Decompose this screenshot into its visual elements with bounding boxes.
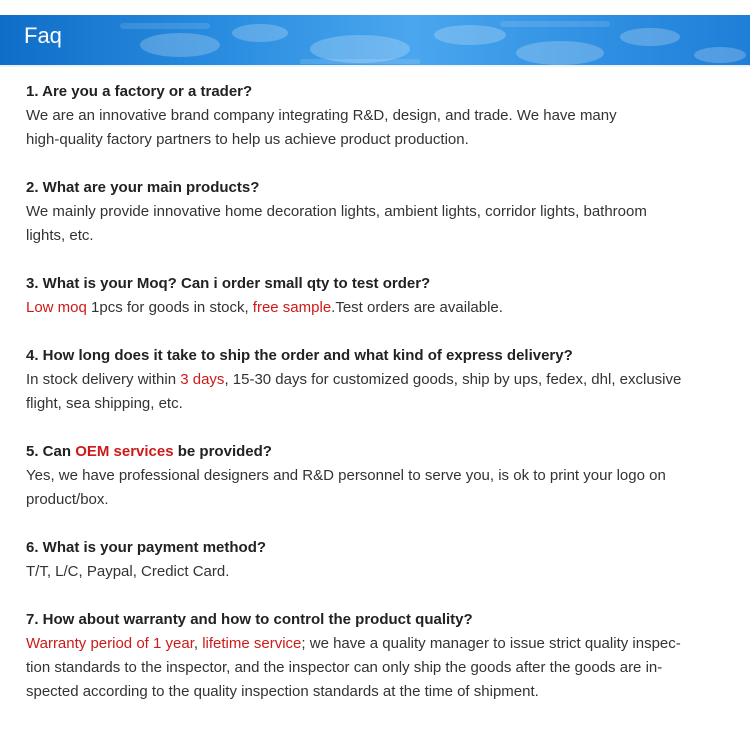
faq-question-5: [26, 440, 738, 464]
faq-answer-2-line-2: lights, etc.: [26, 227, 94, 244]
faq-item-6: [26, 536, 738, 584]
question-text: be provided?: [173, 443, 272, 460]
faq-item-2: [26, 176, 738, 248]
header-divider: [0, 65, 750, 67]
faq-question-4: 4. How long does it take to ship the order and what kind of express delivery?: [26, 347, 573, 364]
faq-answer-3: [26, 296, 738, 320]
faq-question-1: 1. Are you a factory or a trader?: [26, 83, 253, 100]
faq-answer-4-line-2: flight, sea shipping, etc.: [26, 395, 183, 412]
faq-answer-2-line-1: We mainly provide innovative home decoration lights, ambient lights, corridor lights, bathroom: [26, 203, 647, 220]
faq-answer-7-line-1: [26, 632, 738, 656]
faq-answer-5-line-1: Yes, we have professional designers and R&D personnel to serve you, is ok to print your logo on: [26, 467, 666, 484]
faq-question-2: 2. What are your main products?: [26, 179, 260, 196]
faq-answer-4-line-1: [26, 368, 738, 392]
faq-list: [26, 80, 738, 728]
faq-item-5: [26, 440, 738, 512]
faq-answer-7-line-3: spected according to the quality inspection standards at the time of shipment.: [26, 683, 539, 700]
world-map-decoration: [0, 15, 750, 67]
faq-answer-5-line-2: product/box.: [26, 491, 109, 508]
faq-answer-7-line-2: tion standards to the inspector, and the inspector can only ship the goods after the goods are in-: [26, 659, 663, 676]
faq-question-7: 7. How about warranty and how to control the product quality?: [26, 611, 473, 628]
answer-text: 1pcs for goods in stock,: [86, 299, 253, 316]
delivery-days-highlight: 3 days: [180, 371, 225, 388]
page-title: Faq: [24, 23, 62, 48]
warranty-highlight: Warranty period of 1 year: [26, 635, 194, 652]
faq-item-1: [26, 80, 738, 152]
answer-text: , 15-30 days for customized goods, ship by ups, fedex, dhl, exclusive: [224, 371, 682, 388]
faq-answer-1-line-2: high-quality factory partners to help us achieve product production.: [26, 131, 469, 148]
faq-header-banner: [0, 15, 750, 67]
faq-answer-6: T/T, L/C, Paypal, Credict Card.: [26, 563, 230, 580]
faq-answer-1-line-1: We are an innovative brand company integrating R&D, design, and trade. We have many: [26, 107, 617, 124]
faq-question-6: 6. What is your payment method?: [26, 539, 267, 556]
faq-question-3: 3. What is your Moq? Can i order small qty to test order?: [26, 275, 431, 292]
answer-text: ,: [193, 635, 203, 652]
faq-item-3: [26, 272, 738, 320]
lifetime-service-highlight: lifetime service: [202, 635, 302, 652]
faq-item-4: [26, 344, 738, 416]
answer-text: .Test orders are available.: [331, 299, 503, 316]
faq-item-7: [26, 608, 738, 704]
answer-text: ; we have a quality manager to issue strict quality inspec-: [301, 635, 681, 652]
free-sample-highlight: free sample: [252, 299, 332, 316]
question-text: 5. Can: [26, 443, 76, 460]
answer-text: In stock delivery within: [26, 371, 181, 388]
low-moq-highlight: Low moq: [26, 299, 87, 316]
oem-services-highlight: OEM services: [75, 443, 174, 460]
